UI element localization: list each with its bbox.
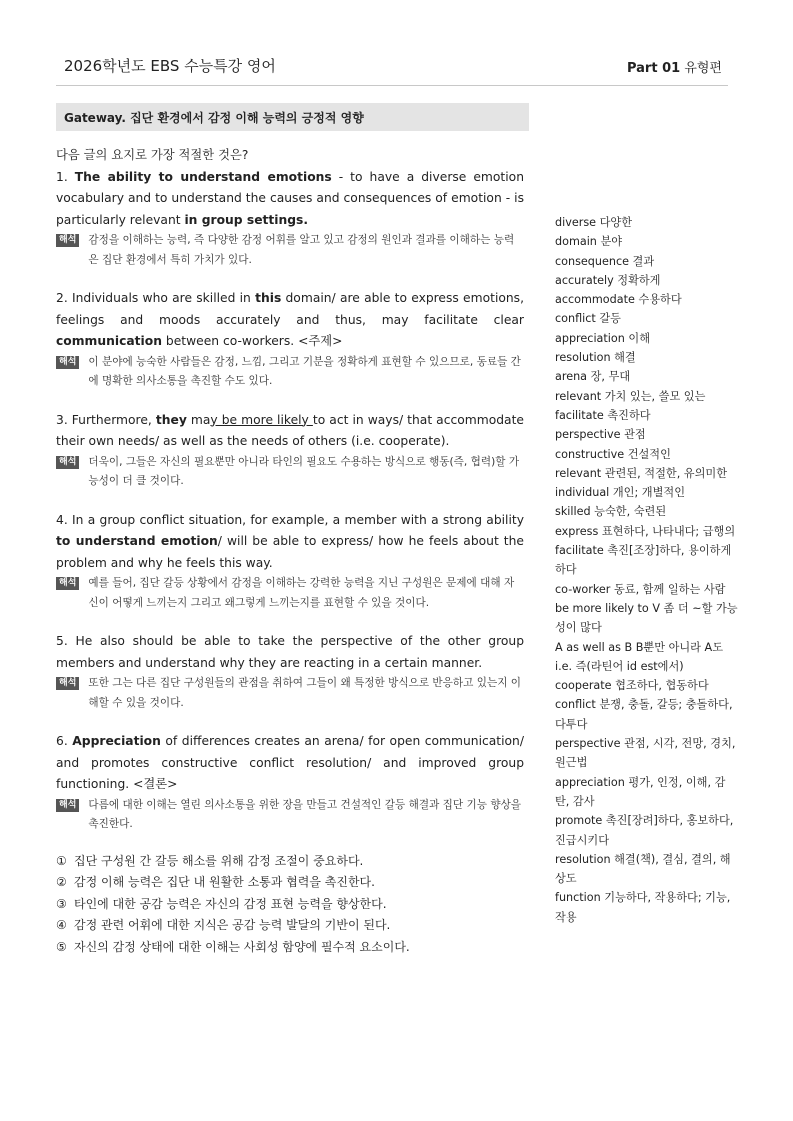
vocab-item: function 기능하다, 작용하다; 기능, 작용: [555, 891, 731, 924]
vocab-item: resolution 해결(책), 결심, 결의, 해상도: [555, 852, 731, 886]
choice-text: 집단 구성원 간 갈등 해소를 위해 감정 조절이 중요하다.: [74, 853, 364, 868]
bold-phrase: Appreciation: [72, 734, 161, 748]
sentence-number: 6.: [56, 734, 73, 748]
vocab-item: conflict 분쟁, 충돌, 갈등; 충돌하다, 다투다: [555, 698, 733, 731]
bold-phrase: in group settings.: [184, 212, 309, 227]
vocab-item: co-worker 동료, 함께 일하는 사람: [555, 582, 726, 596]
sentence-text: of differences creates an arena/ for open communication/ and promotes constructive conflict resolution/ and improved group functioning. <결론>: [56, 734, 524, 791]
part-type: 유형편: [684, 61, 722, 76]
bold-phrase: The ability to understand emotions: [74, 169, 332, 184]
translation-6: [56, 796, 524, 835]
translation-tag: 해석: [56, 456, 79, 469]
bold-phrase: they: [155, 412, 187, 427]
question-prompt: 다음 글의 요지로 가장 적절한 것은?: [56, 148, 249, 162]
choice-text: 감정 이해 능력은 집단 내 원활한 소통과 협력을 촉진한다.: [74, 875, 375, 889]
vocab-item: resolution 해결: [555, 351, 636, 365]
answer-choice-4[interactable]: [56, 915, 524, 937]
vocab-item: facilitate 촉진[조장]하다, 용이하게 하다: [555, 544, 732, 577]
sentence-text: between co-workers. <주제>: [161, 334, 343, 348]
part-number: Part 01: [626, 61, 681, 76]
choice-number: ④: [56, 918, 67, 932]
page-header: [62, 55, 726, 79]
vocab-item: accurately 정확하게: [555, 273, 661, 287]
passage-column: [56, 145, 524, 958]
passage-sentence-3: [56, 410, 524, 453]
sentence-text: 5. He also should be able to take the perspective of the other group members and understand why they are reacting in a certain manner.: [56, 634, 524, 670]
vocab-item: conflict 갈등: [555, 312, 621, 326]
bold-phrase: to understand emotion: [56, 534, 218, 548]
underlined-phrase: y be more likely: [210, 412, 313, 427]
translation-2: [56, 353, 524, 392]
vocab-item: domain 분야: [555, 235, 623, 249]
answer-choice-3[interactable]: [56, 894, 524, 916]
vocab-item: diverse 다양한: [555, 216, 633, 229]
answer-choice-1[interactable]: [56, 851, 524, 873]
translation-5: [56, 674, 524, 713]
header-divider: [56, 85, 728, 86]
vocab-item: consequence 결과: [555, 254, 655, 268]
bold-phrase: this: [255, 291, 282, 305]
vocab-item: A as well as B B뿐만 아니라 A도: [555, 640, 724, 654]
bold-phrase: communication: [56, 334, 162, 348]
answer-choices: [56, 851, 524, 959]
translation-4: [56, 574, 524, 613]
translation-tag: 해석: [56, 356, 79, 369]
translation-3: [56, 453, 524, 492]
translation-text: 또한 그는 다른 집단 구성원들의 관점을 취하여 그들이 왜 특정한 방식으로 반응하고 있는지 이해할 수 있을 것이다.: [88, 677, 522, 709]
sentence-number: 1.: [56, 169, 75, 184]
passage-sentence-1: [56, 167, 524, 232]
answer-choice-5[interactable]: [56, 937, 524, 959]
choice-number: ⑤: [56, 939, 67, 954]
translation-text: 다름에 대한 이해는 열린 의사소통을 위한 장을 만들고 건설적인 갈등 해결과 집단 기능 향상을 촉진한다.: [88, 798, 522, 830]
passage-sentence-6: [56, 731, 524, 796]
sentence-text: - to have a diverse emotion vocabulary and to understand the causes and consequences of emotion - is particularly relevant: [56, 169, 524, 227]
passage-sentence-2: [56, 288, 524, 353]
vocab-item: accommodate 수용하다: [555, 293, 682, 307]
vocab-item: perspective 관점, 시각, 전망, 경치, 원근법: [555, 737, 736, 770]
choice-number: ①: [56, 853, 67, 868]
vocab-item: constructive 건설적인: [555, 447, 671, 461]
vocab-item: relevant 관련된, 적절한, 유의미한: [555, 466, 728, 480]
vocab-item: relevant 가치 있는, 쓸모 있는: [555, 389, 706, 403]
translation-text: 더욱이, 그들은 자신의 필요뿐만 아니라 타인의 필요도 수용하는 방식으로 행동(즉, 협력)할 가능성이 더 클 것이다.: [88, 455, 520, 487]
sentence-text: 4. In a group conflict situation, for example, a member with a strong ability: [56, 512, 524, 527]
passage-sentence-5: [56, 631, 524, 674]
translation-tag: 해석: [56, 234, 79, 247]
translation-text: 예를 들어, 집단 갈등 상황에서 감정을 이해하는 강력한 능력을 지닌 구성원은 문제에 대해 자신이 어떻게 느끼는지 그리고 왜그렇게 느끼는지를 표현할 수 있을 것이다.: [88, 577, 515, 609]
translation-tag: 해석: [56, 677, 79, 690]
book-title: 2026학년도 EBS 수능특강 영어: [64, 57, 276, 75]
vocab-item: appreciation 이해: [555, 331, 651, 345]
vocab-item: arena 장, 무대: [555, 370, 631, 384]
vocab-item: appreciation 평가, 인정, 이해, 감탄, 감사: [555, 775, 726, 808]
translation-text: 감정을 이해하는 능력, 즉 다양한 감정 어휘를 알고 있고 감정의 원인과 결과를 이해하는 능력은 집단 환경에서 특히 가치가 있다.: [88, 234, 515, 266]
choice-text: 자신의 감정 상태에 대한 이해는 사회성 함양에 필수적 요소이다.: [74, 939, 410, 954]
sentence-text: to act in ways/ that accommodate their own needs/ as well as the needs of others (i.e. cooperate).: [56, 412, 524, 448]
choice-text: 타인에 대한 공감 능력은 자신의 감정 표현 능력을 향상한다.: [74, 896, 387, 911]
vocab-item: i.e. 즉(라틴어 id est에서): [555, 659, 684, 673]
vocab-item: be more likely to V 좀 더 ~할 가능성이 많다: [555, 601, 738, 635]
part-label: [627, 57, 722, 76]
vocab-item: skilled 능숙한, 숙련된: [555, 505, 667, 519]
choice-number: ②: [56, 875, 67, 889]
gateway-heading: Gateway. 집단 환경에서 감정 이해 능력의 긍정적 영향: [56, 103, 529, 131]
vocabulary-list: [555, 213, 739, 927]
passage-sentence-4: [56, 510, 524, 575]
sentence-text: / will be able to express/ how he feels about the problem and why he feels this way.: [56, 534, 524, 570]
sentence-text: 3. Furthermore,: [56, 412, 156, 427]
translation-1: [56, 231, 524, 270]
vocab-item: perspective 관점: [555, 428, 646, 442]
translation-tag: 해석: [56, 577, 79, 590]
vocab-item: express 표현하다, 나타내다; 급행의: [555, 524, 736, 538]
choice-text: 감정 관련 어휘에 대한 지식은 공감 능력 발달의 기반이 된다.: [74, 918, 391, 932]
translation-tag: 해석: [56, 799, 79, 812]
vocab-item: cooperate 협조하다, 협동하다: [555, 679, 709, 693]
sentence-text: 2. Individuals who are skilled in: [56, 291, 256, 305]
vocab-item: facilitate 촉진하다: [555, 408, 651, 422]
vocab-item: individual 개인; 개별적인: [555, 486, 686, 500]
translation-text: 이 분야에 능숙한 사람들은 감정, 느낌, 그리고 기분을 정확하게 표현할 수 있으므로, 동료들 간에 명확한 의사소통을 촉진할 수도 있다.: [88, 355, 521, 387]
vocab-item: promote 촉진[장려]하다, 홍보하다, 진급시키다: [555, 814, 734, 847]
answer-choice-2[interactable]: [56, 872, 524, 894]
sentence-text: domain/ are able to express emotions, feelings and moods accurately and thus, may facilitate clear: [56, 291, 524, 327]
choice-number: ③: [56, 896, 67, 911]
sentence-text: ma: [186, 412, 211, 427]
